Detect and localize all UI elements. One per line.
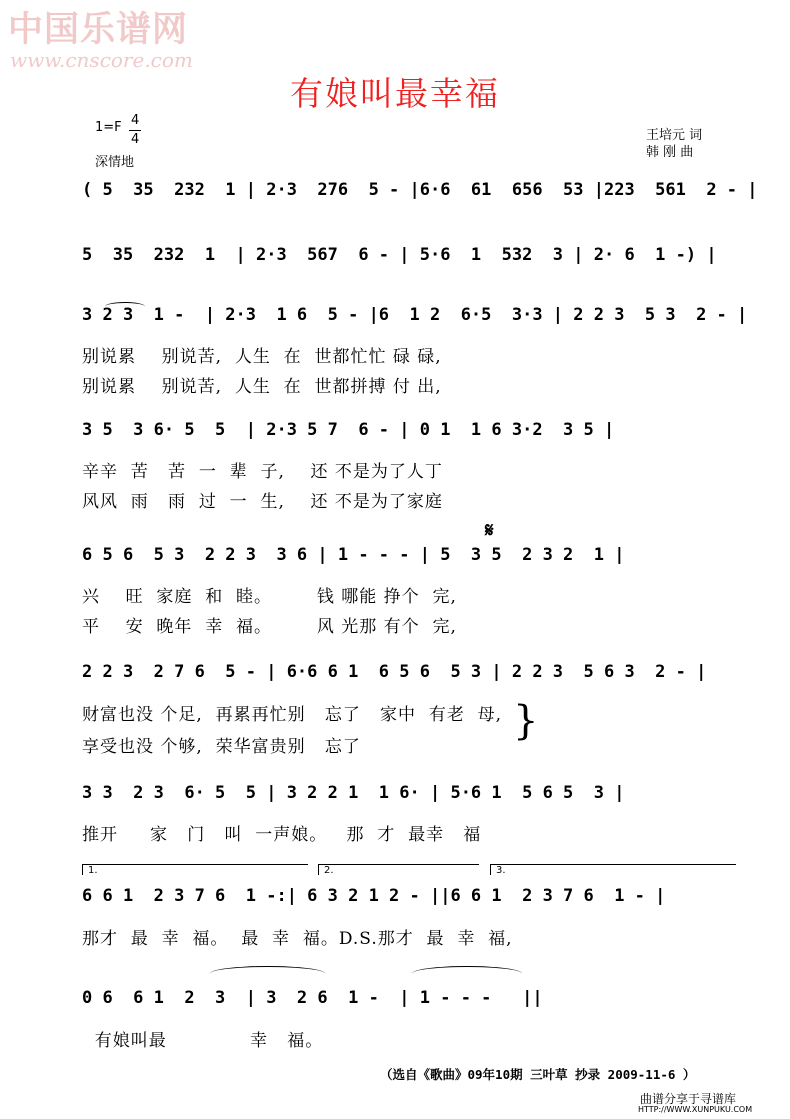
lyric-row-3-verse-1: 别说累 别说苦, 人生 在 世都忙忙 碌 碌,: [82, 347, 442, 367]
lyric-row-9: 有娘叫最 幸 福。: [82, 1031, 324, 1051]
segno-icon: 𝄋: [485, 518, 494, 542]
volta-bracket-2: [318, 864, 479, 875]
lyric-row-4-verse-2: 风风 雨 雨 过 一 生, 还 不是为了家庭: [82, 492, 443, 512]
notation-row-3: 3 2 3 1 - | 2·3 1 6 5 - |6 1 2 6·5 3·3 | 2 2 3 5 3 2 - |: [82, 305, 748, 325]
brace-icon: }: [513, 698, 539, 744]
watermark-logo: 中国乐谱网: [8, 9, 189, 50]
time-signature-divider: [129, 130, 141, 131]
notation-row-6: 2 2 3 2 7 6 5 - | 6·6 6 1 6 5 6 5 3 | 2 2 3 5 6 3 2 - |: [82, 662, 707, 682]
volta-label-1: 1.: [88, 865, 98, 876]
volta-bracket-1: [82, 864, 308, 875]
lyricist-credit: 王培元 词: [646, 128, 703, 143]
volta-bracket-3: [490, 864, 736, 875]
lyric-row-4-verse-1: 辛辛 苦 苦 一 辈 子, 还 不是为了人丁: [82, 462, 443, 482]
volta-label-3: 3.: [496, 865, 506, 876]
time-signature-denominator: 4: [131, 132, 140, 147]
lyric-row-6-verse-2: 享受也没 个够, 荣华富贵别 忘了: [82, 737, 361, 757]
footer-url: HTTP://WWW.XUNPUKU.COM: [638, 1105, 753, 1114]
lyric-row-6-verse-1: 财富也没 个足, 再累再忙别 忘了 家中 有老 母,: [82, 705, 503, 725]
time-signature-numerator: 4: [131, 113, 140, 128]
lyric-row-7: 推开 家 门 叫 一声娘。 那 才 最幸 福: [82, 825, 482, 845]
watermark-url: www.cnscore.com: [10, 48, 193, 72]
notation-row-5: 6 5 6 5 3 2 2 3 3 6 | 1 - - - | 5 3 5 2 3 2 1 |: [82, 545, 625, 565]
tie: [210, 966, 325, 981]
notation-row-7: 3 3 2 3 6· 5 5 | 3 2 2 1 1 6· | 5·6 1 5 6 5 3 |: [82, 783, 625, 803]
notation-row-9: 0 6 6 1 2 3 | 3 2 6 1 - | 1 - - - ||: [82, 988, 543, 1008]
composer-credit: 韩 刚 曲: [646, 145, 694, 160]
footer-text: 曲谱分享于寻谱库: [640, 1092, 737, 1106]
song-title: 有娘叫最幸福: [290, 74, 500, 113]
lyric-row-5-verse-1: 兴 旺 家庭 和 睦。 钱 哪能 挣个 完,: [82, 587, 457, 607]
notation-row-8: 6 6 1 2 3 7 6 1 -:| 6 3 2 1 2 - ||6 6 1 2 3 7 6 1 - |: [82, 886, 666, 906]
lyric-row-8: 那才 最 幸 福。 最 幸 福。D.S.那才 最 幸 福,: [82, 929, 513, 949]
notation-row-2: 5 35 232 1 | 2·3 567 6 - | 5·6 1 532 3 | 2· 6 1 -) |: [82, 245, 717, 265]
notation-row-1: ( 5 35 232 1 | 2·3 276 5 - |6·6 61 656 53 |223 561 2 - |: [82, 180, 758, 200]
source-note: （选自《歌曲》09年10期 三叶草 抄录 2009-11-6 ）: [380, 1067, 696, 1082]
lyric-row-3-verse-2: 别说累 别说苦, 人生 在 世都拼搏 付 出,: [82, 377, 442, 397]
volta-label-2: 2.: [324, 865, 334, 876]
tie: [412, 966, 522, 981]
key-signature: 1=F: [95, 120, 122, 135]
lyric-row-5-verse-2: 平 安 晚年 幸 福。 风 光那 有个 完,: [82, 617, 457, 637]
tempo-marking: 深情地: [95, 155, 135, 170]
notation-row-4: 3 5 3 6· 5 5 | 2·3 5 7 6 - | 0 1 1 6 3·2 3 5 |: [82, 420, 615, 440]
